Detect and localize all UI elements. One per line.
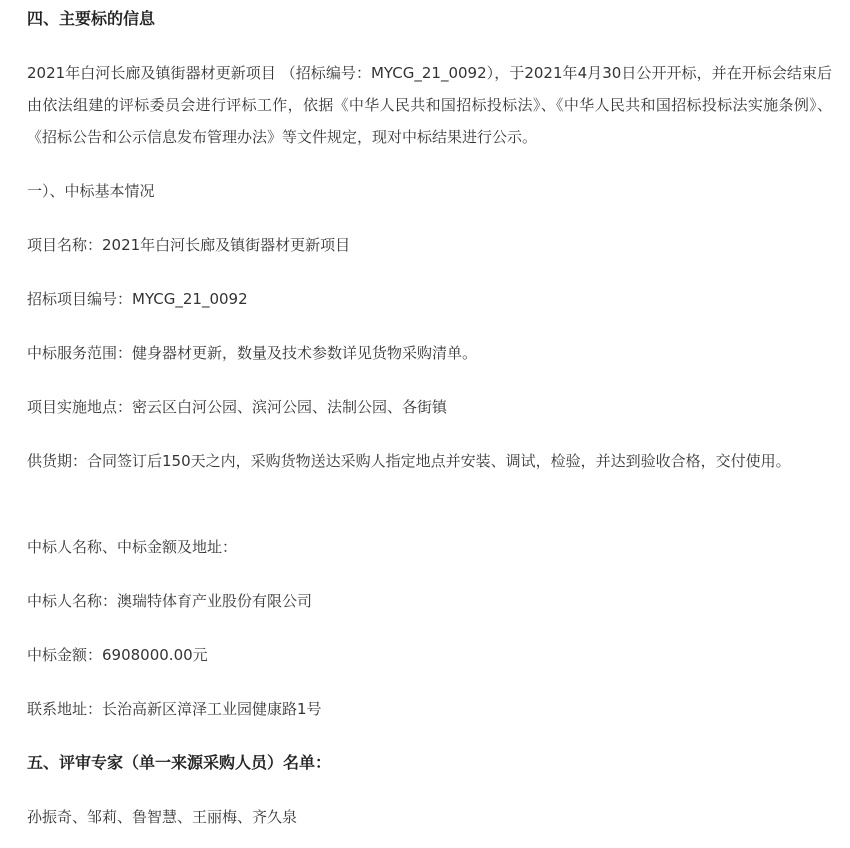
- winner-info-header: 中标人名称、中标金额及地址：: [27, 538, 238, 556]
- winner-amount: 中标金额：6908000.00元: [27, 646, 208, 664]
- sub-heading-basic-info: 一）、中标基本情况: [27, 182, 155, 200]
- expert-list: 孙振奇、邹莉、鲁智慧、王丽梅、齐久泉: [27, 808, 298, 826]
- intro-paragraph: 2021年白河长廊及镇街器材更新项目 （招标编号：MYCG_21_0092），于2021年4月30日公开开标，并在开标会结束后由依法组建的评标委员会进行评标工作，依据《中华人民共和国招标投标法》、《中华人民共和国招标投标法实施条例》、《招标公告和公示信息发布管理办法》等文件规定，现对中标结果进行公示。: [27, 64, 832, 146]
- project-location: 项目实施地点：密云区白河公园、滨河公园、法制公园、各街镇: [27, 398, 448, 416]
- winner-address: 联系地址：长治高新区漳泽工业园健康路1号: [27, 700, 322, 718]
- section-4-heading: 四、主要标的信息: [27, 9, 156, 28]
- project-number: 招标项目编号：MYCG_21_0092: [27, 290, 248, 308]
- project-name: 项目名称：2021年白河长廊及镇街器材更新项目: [27, 236, 351, 254]
- service-scope: 中标服务范围：健身器材更新，数量及技术参数详见货物采购清单。: [27, 344, 478, 362]
- delivery-period: 供货期：合同签订后150天之内，采购货物送达采购人指定地点并安装、调试，检验，并达到验收合格，交付使用。: [27, 452, 791, 470]
- winner-name: 中标人名称：澳瑞特体育产业股份有限公司: [27, 592, 313, 610]
- section-5-heading: 五、评审专家（单一来源采购人员）名单：: [27, 753, 332, 772]
